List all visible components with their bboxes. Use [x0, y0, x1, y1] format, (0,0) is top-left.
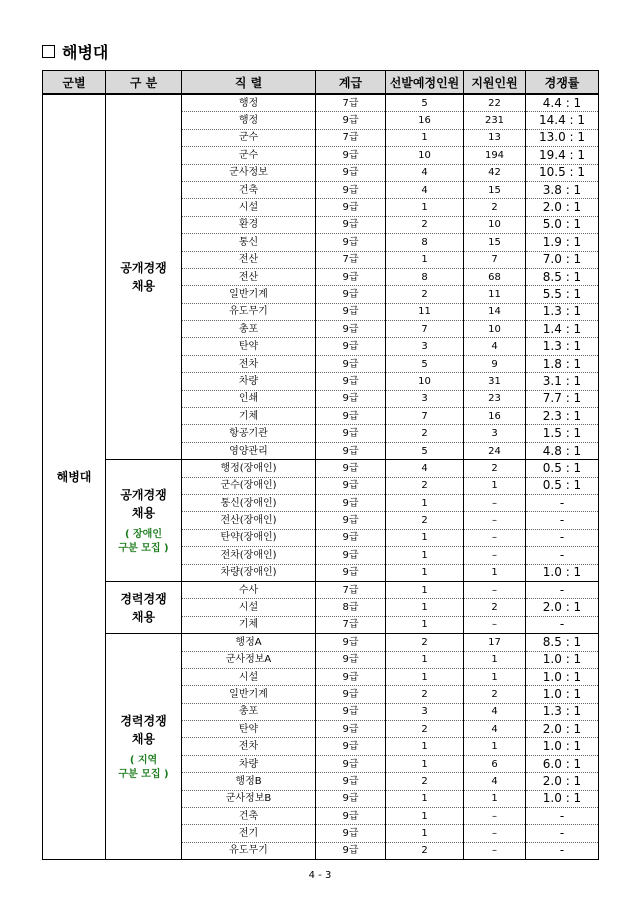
ratio-cell: 1.3 : 1 — [526, 703, 599, 720]
applicants-cell: – — [464, 808, 526, 825]
grade-cell: 9급 — [316, 842, 386, 859]
table-header-row — [43, 71, 599, 95]
section-title-text: 해병대 — [62, 43, 109, 62]
grade-cell: 8급 — [316, 599, 386, 616]
grade-cell: 9급 — [316, 216, 386, 233]
ratio-cell: 1.0 : 1 — [526, 651, 599, 668]
applicants-cell: – — [464, 494, 526, 511]
ratio-cell: 5.5 : 1 — [526, 286, 599, 303]
ratio-cell: 2.0 : 1 — [526, 721, 599, 738]
applicants-cell: 3 — [464, 425, 526, 442]
job-cell: 환경 — [182, 216, 316, 233]
job-cell: 전산 — [182, 251, 316, 268]
applicants-cell: 7 — [464, 251, 526, 268]
ratio-cell: - — [526, 825, 599, 842]
grade-cell: 9급 — [316, 634, 386, 651]
planned-cell: 1 — [386, 547, 464, 564]
applicants-cell: 2 — [464, 460, 526, 477]
grade-cell: 7급 — [316, 616, 386, 633]
grade-cell: 9급 — [316, 703, 386, 720]
job-cell: 수사 — [182, 581, 316, 598]
applicants-cell: – — [464, 529, 526, 546]
grade-cell: 9급 — [316, 651, 386, 668]
applicants-cell: 1 — [464, 668, 526, 685]
job-cell: 군사정보A — [182, 651, 316, 668]
grade-cell: 9급 — [316, 442, 386, 459]
grade-cell: 9급 — [316, 286, 386, 303]
grade-cell: 9급 — [316, 494, 386, 511]
ratio-cell: 1.3 : 1 — [526, 303, 599, 320]
grade-cell: 9급 — [316, 721, 386, 738]
applicants-cell: 10 — [464, 216, 526, 233]
applicants-cell: 4 — [464, 773, 526, 790]
applicants-cell: 23 — [464, 390, 526, 407]
job-cell: 차량 — [182, 755, 316, 772]
job-cell: 전산 — [182, 268, 316, 285]
job-cell: 탄약 — [182, 338, 316, 355]
job-cell: 차량(장애인) — [182, 564, 316, 581]
category-cell — [106, 581, 182, 633]
applicants-cell: – — [464, 825, 526, 842]
planned-cell: 1 — [386, 825, 464, 842]
grade-cell: 9급 — [316, 755, 386, 772]
job-cell: 통신 — [182, 234, 316, 251]
grade-cell: 9급 — [316, 529, 386, 546]
ratio-cell: 2.0 : 1 — [526, 599, 599, 616]
job-cell: 건축 — [182, 808, 316, 825]
planned-cell: 5 — [386, 355, 464, 372]
job-cell: 차량 — [182, 373, 316, 390]
job-cell: 영양관리 — [182, 442, 316, 459]
applicants-cell: 42 — [464, 164, 526, 181]
planned-cell: 10 — [386, 147, 464, 164]
table-row — [43, 634, 599, 651]
ratio-cell: 1.0 : 1 — [526, 790, 599, 807]
grade-cell: 9급 — [316, 147, 386, 164]
applicants-cell: 1 — [464, 738, 526, 755]
table-row — [43, 94, 599, 112]
category-cell — [106, 634, 182, 860]
grade-cell: 9급 — [316, 181, 386, 198]
ratio-cell: 14.4 : 1 — [526, 112, 599, 129]
ratio-cell: 2.0 : 1 — [526, 773, 599, 790]
job-cell: 전차 — [182, 738, 316, 755]
ratio-cell: 0.5 : 1 — [526, 460, 599, 477]
grade-cell: 9급 — [316, 808, 386, 825]
applicants-cell: 1 — [464, 790, 526, 807]
applicants-cell: 2 — [464, 599, 526, 616]
planned-cell: 7 — [386, 321, 464, 338]
job-cell: 행정A — [182, 634, 316, 651]
applicants-cell: 194 — [464, 147, 526, 164]
planned-cell: 1 — [386, 581, 464, 598]
planned-cell: 1 — [386, 529, 464, 546]
grade-cell: 9급 — [316, 773, 386, 790]
job-cell: 행정(장애인) — [182, 460, 316, 477]
planned-cell: 1 — [386, 755, 464, 772]
ratio-cell: 19.4 : 1 — [526, 147, 599, 164]
applicants-cell: 17 — [464, 634, 526, 651]
category-subtitle: ( 지역 구분 모집 ) — [118, 754, 169, 780]
job-cell: 시설 — [182, 668, 316, 685]
applicants-cell: 16 — [464, 408, 526, 425]
ratio-cell: 2.0 : 1 — [526, 199, 599, 216]
job-cell: 군수(장애인) — [182, 477, 316, 494]
job-cell: 군수 — [182, 147, 316, 164]
planned-cell: 1 — [386, 251, 464, 268]
grade-cell: 9급 — [316, 460, 386, 477]
grade-cell: 9급 — [316, 338, 386, 355]
planned-cell: 2 — [386, 216, 464, 233]
header-planned: 선발예정인원 — [386, 71, 464, 95]
applicants-cell: 68 — [464, 268, 526, 285]
section-title — [42, 40, 108, 63]
job-cell: 탄약 — [182, 721, 316, 738]
applicants-cell: 15 — [464, 234, 526, 251]
job-cell: 행정 — [182, 94, 316, 112]
grade-cell: 9급 — [316, 112, 386, 129]
job-cell: 시설 — [182, 599, 316, 616]
grade-cell: 9급 — [316, 373, 386, 390]
grade-cell: 9급 — [316, 268, 386, 285]
grade-cell: 9급 — [316, 477, 386, 494]
planned-cell: 1 — [386, 564, 464, 581]
job-cell: 군수 — [182, 129, 316, 146]
header-unit: 군별 — [43, 71, 106, 95]
category-title: 경력경쟁 채용 — [120, 713, 167, 746]
ratio-cell: 0.5 : 1 — [526, 477, 599, 494]
planned-cell: 2 — [386, 686, 464, 703]
ratio-cell: 8.5 : 1 — [526, 268, 599, 285]
ratio-cell: 1.4 : 1 — [526, 321, 599, 338]
planned-cell: 2 — [386, 634, 464, 651]
applicants-cell: 2 — [464, 199, 526, 216]
ratio-cell: 8.5 : 1 — [526, 634, 599, 651]
applicants-cell: 4 — [464, 721, 526, 738]
planned-cell: 2 — [386, 512, 464, 529]
grade-cell: 9급 — [316, 425, 386, 442]
ratio-cell: - — [526, 494, 599, 511]
planned-cell: 2 — [386, 286, 464, 303]
planned-cell: 2 — [386, 773, 464, 790]
applicants-cell: 14 — [464, 303, 526, 320]
ratio-cell: 5.0 : 1 — [526, 216, 599, 233]
category-cell — [106, 460, 182, 582]
applicants-cell: 6 — [464, 755, 526, 772]
table-row — [43, 581, 599, 598]
header-grade: 계급 — [316, 71, 386, 95]
grade-cell: 9급 — [316, 686, 386, 703]
checkbox-square-icon — [42, 45, 55, 58]
applicants-cell: 2 — [464, 686, 526, 703]
planned-cell: 10 — [386, 373, 464, 390]
ratio-cell: - — [526, 512, 599, 529]
page-number: 4 - 3 — [308, 870, 332, 881]
planned-cell: 1 — [386, 199, 464, 216]
job-cell: 행정B — [182, 773, 316, 790]
planned-cell: 3 — [386, 703, 464, 720]
job-cell: 시설 — [182, 199, 316, 216]
unit-cell: 해병대 — [43, 94, 106, 860]
planned-cell: 1 — [386, 651, 464, 668]
job-cell: 기체 — [182, 408, 316, 425]
grade-cell: 7급 — [316, 581, 386, 598]
applicants-cell: 13 — [464, 129, 526, 146]
ratio-cell: - — [526, 842, 599, 859]
category-title: 공개경쟁 채용 — [120, 261, 167, 294]
job-cell: 기체 — [182, 616, 316, 633]
job-cell: 전기 — [182, 825, 316, 842]
grade-cell: 9급 — [316, 790, 386, 807]
job-cell: 통신(장애인) — [182, 494, 316, 511]
planned-cell: 4 — [386, 460, 464, 477]
planned-cell: 1 — [386, 738, 464, 755]
ratio-cell: 10.5 : 1 — [526, 164, 599, 181]
ratio-cell: 7.0 : 1 — [526, 251, 599, 268]
grade-cell: 9급 — [316, 234, 386, 251]
applicants-cell: 1 — [464, 477, 526, 494]
ratio-cell: - — [526, 616, 599, 633]
ratio-cell: 1.0 : 1 — [526, 686, 599, 703]
job-cell: 행정 — [182, 112, 316, 129]
category-title: 경력경쟁 채용 — [120, 591, 167, 624]
applicants-cell: – — [464, 842, 526, 859]
grade-cell: 7급 — [316, 94, 386, 112]
planned-cell: 2 — [386, 425, 464, 442]
applicants-cell: – — [464, 581, 526, 598]
planned-cell: 3 — [386, 390, 464, 407]
job-cell: 전차 — [182, 355, 316, 372]
grade-cell: 9급 — [316, 564, 386, 581]
applicants-cell: 11 — [464, 286, 526, 303]
grade-cell: 9급 — [316, 303, 386, 320]
grade-cell: 9급 — [316, 390, 386, 407]
planned-cell: 2 — [386, 842, 464, 859]
job-cell: 일반기계 — [182, 286, 316, 303]
planned-cell: 4 — [386, 164, 464, 181]
ratio-cell: 1.0 : 1 — [526, 738, 599, 755]
job-cell: 유도무기 — [182, 842, 316, 859]
ratio-cell: 3.1 : 1 — [526, 373, 599, 390]
planned-cell: 5 — [386, 442, 464, 459]
grade-cell: 7급 — [316, 129, 386, 146]
header-ratio: 경쟁률 — [526, 71, 599, 95]
job-cell: 전산(장애인) — [182, 512, 316, 529]
header-job: 직 렬 — [182, 71, 316, 95]
grade-cell: 7급 — [316, 251, 386, 268]
job-cell: 전차(장애인) — [182, 547, 316, 564]
job-cell: 군사정보B — [182, 790, 316, 807]
job-cell: 탄약(장애인) — [182, 529, 316, 546]
ratio-cell: 2.3 : 1 — [526, 408, 599, 425]
grade-cell: 9급 — [316, 547, 386, 564]
planned-cell: 1 — [386, 599, 464, 616]
planned-cell: 1 — [386, 790, 464, 807]
applicants-cell: 1 — [464, 564, 526, 581]
planned-cell: 1 — [386, 129, 464, 146]
category-title: 공개경쟁 채용 — [120, 487, 167, 520]
ratio-cell: 13.0 : 1 — [526, 129, 599, 146]
planned-cell: 2 — [386, 721, 464, 738]
ratio-cell: 4.4 : 1 — [526, 94, 599, 112]
header-category: 구 분 — [106, 71, 182, 95]
header-applicants: 지원인원 — [464, 71, 526, 95]
category-subtitle: ( 장애인 구분 모집 ) — [118, 528, 169, 554]
recruitment-table — [42, 70, 599, 860]
planned-cell: 11 — [386, 303, 464, 320]
ratio-cell: 1.3 : 1 — [526, 338, 599, 355]
planned-cell: 5 — [386, 94, 464, 112]
ratio-cell: - — [526, 547, 599, 564]
grade-cell: 9급 — [316, 321, 386, 338]
job-cell: 일반기계 — [182, 686, 316, 703]
ratio-cell: 4.8 : 1 — [526, 442, 599, 459]
applicants-cell: 15 — [464, 181, 526, 198]
planned-cell: 7 — [386, 408, 464, 425]
grade-cell: 9급 — [316, 164, 386, 181]
planned-cell: 1 — [386, 808, 464, 825]
ratio-cell: 7.7 : 1 — [526, 390, 599, 407]
job-cell: 인쇄 — [182, 390, 316, 407]
applicants-cell: – — [464, 616, 526, 633]
job-cell: 유도무기 — [182, 303, 316, 320]
planned-cell: 16 — [386, 112, 464, 129]
planned-cell: 8 — [386, 268, 464, 285]
applicants-cell: 4 — [464, 338, 526, 355]
planned-cell: 1 — [386, 616, 464, 633]
table-body — [43, 94, 599, 860]
ratio-cell: 3.8 : 1 — [526, 181, 599, 198]
grade-cell: 9급 — [316, 668, 386, 685]
grade-cell: 9급 — [316, 355, 386, 372]
planned-cell: 1 — [386, 494, 464, 511]
job-cell: 건축 — [182, 181, 316, 198]
ratio-cell: 6.0 : 1 — [526, 755, 599, 772]
table-row — [43, 460, 599, 477]
job-cell: 군사정보 — [182, 164, 316, 181]
applicants-cell: 10 — [464, 321, 526, 338]
category-cell — [106, 94, 182, 460]
planned-cell: 1 — [386, 668, 464, 685]
grade-cell: 9급 — [316, 199, 386, 216]
grade-cell: 9급 — [316, 408, 386, 425]
applicants-cell: 31 — [464, 373, 526, 390]
applicants-cell: – — [464, 512, 526, 529]
planned-cell: 4 — [386, 181, 464, 198]
ratio-cell: - — [526, 581, 599, 598]
ratio-cell: 1.8 : 1 — [526, 355, 599, 372]
job-cell: 총포 — [182, 703, 316, 720]
grade-cell: 9급 — [316, 738, 386, 755]
ratio-cell: 1.9 : 1 — [526, 234, 599, 251]
grade-cell: 9급 — [316, 512, 386, 529]
planned-cell: 3 — [386, 338, 464, 355]
applicants-cell: 22 — [464, 94, 526, 112]
applicants-cell: 9 — [464, 355, 526, 372]
applicants-cell: 24 — [464, 442, 526, 459]
ratio-cell: 1.5 : 1 — [526, 425, 599, 442]
ratio-cell: - — [526, 529, 599, 546]
ratio-cell: 1.0 : 1 — [526, 668, 599, 685]
job-cell: 항공기관 — [182, 425, 316, 442]
grade-cell: 9급 — [316, 825, 386, 842]
applicants-cell: 4 — [464, 703, 526, 720]
applicants-cell: 1 — [464, 651, 526, 668]
job-cell: 총포 — [182, 321, 316, 338]
planned-cell: 8 — [386, 234, 464, 251]
applicants-cell: – — [464, 547, 526, 564]
ratio-cell: - — [526, 808, 599, 825]
applicants-cell: 231 — [464, 112, 526, 129]
planned-cell: 2 — [386, 477, 464, 494]
ratio-cell: 1.0 : 1 — [526, 564, 599, 581]
